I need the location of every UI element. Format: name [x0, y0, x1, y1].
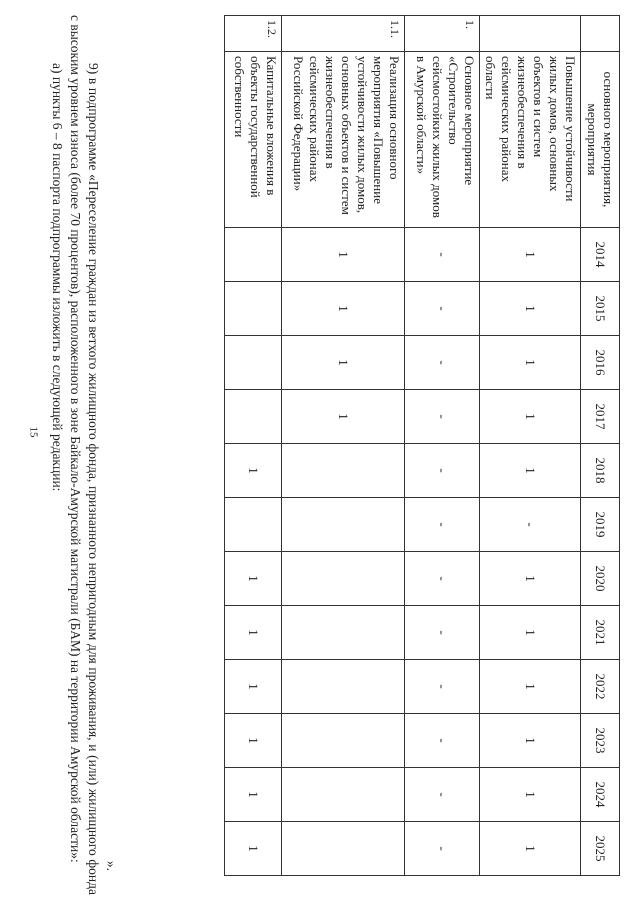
year-value: [225, 336, 282, 390]
activity-name: Повышение устойчивости жилых домов, основных объектов и систем жизнеобеспечения в сейсмических районах области: [480, 52, 581, 228]
table-row: [405, 16, 480, 876]
activity-name: Реализация основного мероприятия «Повышение устойчивости жилых домов, основных объектов и систем жизнеобеспечения в сейсмических районах Российской Федерации»: [282, 52, 405, 228]
year-value: [225, 282, 282, 336]
year-value: -: [405, 444, 480, 498]
year-value: 1: [282, 336, 405, 390]
year-value: [282, 660, 405, 714]
year-value: [282, 444, 405, 498]
year-value: -: [405, 660, 480, 714]
year-value: -: [405, 390, 480, 444]
activity-name: Капитальные вложения в объекты государственной собственности: [225, 52, 282, 228]
year-value: -: [405, 498, 480, 552]
year-value: -: [405, 228, 480, 282]
row-number: 1.: [405, 16, 480, 52]
document-text: [48, 15, 120, 895]
year-value: 1: [225, 822, 282, 876]
year-value: [225, 498, 282, 552]
year-header: 2024: [581, 768, 620, 822]
paragraph-9: 9) в подпрограмме «Переселение граждан из ветхого жилищного фонда, признанного непригодным для проживания, и (или) жилищного фонда с высоким уровнем износа (более 70 процентов), расположенного в зоне Байкало-Амурской магистрали (БАМ) на территории Амурской области»:: [68, 15, 101, 895]
activity-name: Основное мероприятие «Строительство сейсмостойких жилых домов в Амурской области»: [405, 52, 480, 228]
year-value: 1: [282, 390, 405, 444]
year-value: [282, 552, 405, 606]
year-header: 2014: [581, 228, 620, 282]
year-value: 1: [480, 444, 581, 498]
year-value: 1: [282, 228, 405, 282]
year-header: 2021: [581, 606, 620, 660]
row-number: 1.2.: [225, 16, 282, 52]
table-row: [480, 16, 581, 876]
year-header: 2022: [581, 660, 620, 714]
row-number: 1.1.: [282, 16, 405, 52]
year-header: 2018: [581, 444, 620, 498]
year-value: -: [405, 606, 480, 660]
year-value: -: [405, 822, 480, 876]
year-value: -: [405, 282, 480, 336]
row-number: [480, 16, 581, 52]
year-value: [225, 228, 282, 282]
activities-table: [224, 15, 620, 876]
activity-name-header: основного мероприятия, мероприятия: [581, 52, 620, 228]
table-row: [225, 16, 282, 876]
year-value: 1: [480, 282, 581, 336]
year-value: 1: [225, 714, 282, 768]
year-value: -: [405, 714, 480, 768]
table-row: [282, 16, 405, 876]
year-value: 1: [225, 660, 282, 714]
number-header-cell: [581, 16, 620, 52]
year-value: 1: [480, 228, 581, 282]
year-value: -: [405, 768, 480, 822]
year-value: -: [480, 498, 581, 552]
year-value: 1: [480, 768, 581, 822]
year-header: 2016: [581, 336, 620, 390]
rotated-page-content: [0, 15, 620, 895]
year-value: 1: [480, 390, 581, 444]
year-value: 1: [480, 714, 581, 768]
year-value: 1: [225, 444, 282, 498]
year-value: [282, 822, 405, 876]
year-value: [282, 606, 405, 660]
closing-quote-mark: ».: [104, 860, 119, 871]
year-header: 2019: [581, 498, 620, 552]
table-header-row: [581, 16, 620, 876]
page-number: 15: [27, 426, 40, 438]
year-value: -: [405, 552, 480, 606]
year-value: 1: [225, 606, 282, 660]
year-value: 1: [480, 336, 581, 390]
year-header: 2020: [581, 552, 620, 606]
year-value: 1: [282, 282, 405, 336]
year-header: 2023: [581, 714, 620, 768]
year-value: 1: [480, 606, 581, 660]
year-value: [282, 498, 405, 552]
year-value: 1: [480, 552, 581, 606]
year-value: [225, 390, 282, 444]
year-value: 1: [480, 660, 581, 714]
year-value: 1: [225, 768, 282, 822]
year-header: 2025: [581, 822, 620, 876]
year-header: 2015: [581, 282, 620, 336]
year-header: 2017: [581, 390, 620, 444]
year-value: -: [405, 336, 480, 390]
year-value: 1: [225, 552, 282, 606]
year-value: 1: [480, 822, 581, 876]
paragraph-a: а) пункты 6 – 8 паспорта подпрограммы изложить в следующей редакции:: [50, 63, 65, 492]
year-value: [282, 768, 405, 822]
year-value: [282, 714, 405, 768]
